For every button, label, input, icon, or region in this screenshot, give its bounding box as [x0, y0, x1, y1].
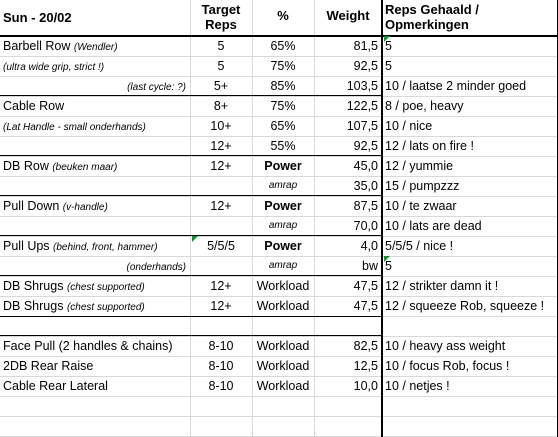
grid-line — [0, 76, 558, 77]
group-border — [0, 195, 382, 196]
cell-percent[interactable]: amrap — [268, 180, 298, 191]
group-border — [0, 316, 382, 317]
cell-target-reps[interactable]: 12+ — [210, 279, 232, 293]
cell-weight[interactable]: 81,5 — [353, 39, 378, 53]
cell-exercise[interactable] — [0, 156, 190, 176]
cell-exercise[interactable] — [0, 276, 190, 296]
grid-line — [0, 196, 558, 197]
exercise-name: Cable Row — [3, 99, 65, 113]
cell-percent[interactable]: 85% — [270, 79, 296, 93]
cell-exercise[interactable] — [0, 176, 190, 196]
grid-line — [314, 0, 315, 437]
exercise-name: Barbell Row — [3, 39, 71, 53]
cell-percent[interactable] — [252, 316, 314, 336]
cell-result[interactable]: 10 / nice — [385, 119, 433, 133]
cell-result[interactable]: 8 / poe, heavy — [385, 99, 464, 113]
cell-weight[interactable]: 107,5 — [346, 119, 378, 133]
exercise-name: DB Shrugs — [3, 279, 64, 293]
cell-exercise[interactable] — [0, 136, 190, 156]
cell-target-reps[interactable]: 8-10 — [208, 379, 234, 393]
grid-line — [0, 276, 558, 277]
grid-line — [0, 416, 558, 417]
comment-marker-icon[interactable] — [384, 36, 390, 42]
cell-result[interactable]: 5/5/5 / nice ! — [385, 239, 454, 253]
header-percent[interactable]: % — [277, 8, 289, 23]
cell-exercise[interactable] — [0, 56, 190, 76]
exercise-note: (ultra wide grip, strict !) — [3, 62, 105, 73]
cell-result[interactable]: 10 / lats are dead — [385, 219, 482, 233]
cell-weight[interactable]: bw — [362, 259, 378, 273]
group-border — [0, 95, 382, 96]
cell-result[interactable]: 12 / strikter damn it ! — [385, 279, 499, 293]
cell-weight[interactable]: 103,5 — [346, 79, 378, 93]
cell-result[interactable]: 10 / laatse 2 minder goed — [385, 79, 527, 93]
exercise-name: DB Row — [3, 159, 49, 173]
exercise-note: (onderhands) — [126, 262, 186, 273]
grid-line — [0, 176, 558, 177]
cell-weight[interactable]: 45,0 — [353, 159, 378, 173]
cell-result[interactable]: 10 / heavy ass weight — [385, 339, 506, 353]
exercise-name: DB Shrugs — [3, 299, 64, 313]
cell-target-reps[interactable]: 12+ — [210, 159, 232, 173]
group-border — [0, 275, 382, 276]
cell-exercise[interactable] — [0, 116, 190, 136]
cell-result[interactable]: 12 / lats on fire ! — [385, 139, 474, 153]
cell-percent[interactable]: 55% — [270, 139, 296, 153]
cell-percent[interactable]: Power — [264, 199, 302, 213]
exercise-name: Face Pull (2 handles & chains) — [3, 339, 173, 353]
cell-weight[interactable]: 47,5 — [353, 299, 378, 313]
cell-result[interactable]: 12 / yummie — [385, 159, 454, 173]
cell-percent[interactable]: 75% — [270, 99, 296, 113]
cell-exercise[interactable] — [0, 316, 190, 336]
header-border — [0, 35, 558, 37]
cell-exercise[interactable] — [0, 296, 190, 316]
sheet-title[interactable]: Sun - 20/02 — [3, 10, 72, 25]
comment-marker-icon[interactable] — [384, 256, 390, 262]
cell-exercise[interactable] — [0, 76, 190, 96]
exercise-name: Pull Down — [3, 199, 60, 213]
cell-result[interactable]: 5 — [385, 39, 392, 53]
group-border — [0, 235, 382, 236]
grid-line — [0, 296, 558, 297]
cell-target-reps[interactable]: 5+ — [213, 79, 229, 93]
exercise-note: (Lat Handle - small onderhands) — [3, 122, 146, 133]
cell-target-reps[interactable] — [190, 216, 252, 236]
cell-exercise[interactable] — [0, 236, 190, 256]
cell-weight[interactable]: 92,5 — [353, 139, 378, 153]
cell-weight[interactable]: 122,5 — [346, 99, 378, 113]
cell-weight[interactable]: 12,5 — [353, 359, 378, 373]
exercise-note: (behind, front, hammer) — [53, 242, 158, 253]
cell-result[interactable] — [382, 316, 558, 336]
comment-marker-icon[interactable] — [192, 236, 198, 242]
exercise-name: Pull Ups — [3, 239, 50, 253]
cell-target-reps[interactable] — [190, 176, 252, 196]
cell-target-reps[interactable]: 5/5/5 — [207, 239, 235, 253]
cell-result[interactable]: 12 / squeeze Rob, squeeze ! — [385, 299, 545, 313]
cell-exercise[interactable] — [0, 96, 190, 116]
cell-weight[interactable]: 35,0 — [353, 179, 378, 193]
cell-exercise[interactable] — [0, 216, 190, 236]
cell-result[interactable]: 10 / netjes ! — [385, 379, 450, 393]
cell-target-reps[interactable]: 8-10 — [208, 359, 234, 373]
exercise-note: (chest supported) — [66, 302, 145, 313]
cell-result[interactable]: 5 — [385, 59, 392, 73]
cell-weight[interactable]: 92,5 — [353, 59, 378, 73]
grid-line — [0, 396, 558, 397]
cell-target-reps[interactable]: 5 — [217, 39, 225, 53]
exercise-note: (chest supported) — [66, 282, 145, 293]
cell-result[interactable]: 15 / pumpzzz — [385, 179, 460, 193]
grid-line — [0, 216, 558, 217]
cell-weight[interactable]: 87,5 — [353, 199, 378, 213]
header-target-reps[interactable]: Target Reps — [201, 2, 241, 32]
cell-target-reps[interactable]: 8+ — [213, 99, 229, 113]
cell-percent[interactable]: amrap — [268, 220, 298, 231]
cell-exercise[interactable] — [0, 256, 190, 276]
cell-percent[interactable]: Power — [264, 239, 302, 253]
group-border — [0, 155, 382, 156]
cell-weight[interactable]: 10,0 — [353, 379, 378, 393]
exercise-note: (last cycle: ?) — [127, 82, 186, 93]
cell-exercise[interactable] — [0, 196, 190, 216]
cell-percent[interactable]: Workload — [256, 339, 310, 353]
exercise-note: (beuken maar) — [52, 162, 118, 173]
cell-result[interactable]: 10 / focus Rob, focus ! — [385, 359, 510, 373]
cell-weight[interactable]: 70,0 — [353, 219, 378, 233]
cell-percent[interactable]: Workload — [256, 359, 310, 373]
cell-target-reps[interactable]: 10+ — [210, 119, 232, 133]
exercise-note: (v-handle) — [62, 202, 108, 213]
grid-line — [0, 156, 558, 157]
grid-line — [190, 0, 191, 437]
header-reps-gehaald[interactable]: Reps Gehaald / Opmerkingen — [385, 2, 479, 32]
grid-line — [0, 236, 558, 237]
cell-weight[interactable]: 82,5 — [353, 339, 378, 353]
header-weight[interactable]: Weight — [326, 8, 370, 23]
grid-line — [0, 356, 558, 357]
cell-weight[interactable]: 47,5 — [353, 279, 378, 293]
cell-target-reps[interactable]: 8-10 — [208, 339, 234, 353]
cell-result[interactable]: 10 / te zwaar — [385, 199, 457, 213]
grid-line — [0, 136, 558, 137]
cell-percent[interactable]: Power — [264, 159, 302, 173]
cell-percent[interactable]: amrap — [268, 260, 298, 271]
cell-exercise[interactable] — [0, 376, 190, 396]
cell-percent[interactable]: Workload — [256, 279, 310, 293]
cell-target-reps[interactable]: 5 — [217, 59, 225, 73]
exercise-note: (Wendler) — [73, 42, 118, 53]
cell-target-reps[interactable]: 12+ — [210, 139, 232, 153]
result-column-border — [381, 0, 383, 437]
grid-line — [0, 376, 558, 377]
cell-result[interactable]: 5 — [385, 259, 392, 273]
grid-line — [252, 0, 253, 437]
cell-percent[interactable]: Workload — [256, 299, 310, 313]
exercise-name: 2DB Rear Raise — [3, 359, 94, 373]
grid-line — [0, 336, 558, 337]
cell-percent[interactable]: 75% — [270, 59, 296, 73]
grid-line — [0, 96, 558, 97]
group-border — [0, 335, 382, 336]
cell-exercise[interactable] — [0, 36, 190, 56]
cell-exercise[interactable] — [0, 336, 190, 356]
grid-line — [0, 56, 558, 57]
cell-percent[interactable]: 65% — [270, 119, 296, 133]
grid-line — [0, 256, 558, 257]
cell-weight[interactable]: 4,0 — [360, 239, 378, 253]
cell-target-reps[interactable] — [190, 316, 252, 336]
cell-target-reps[interactable]: 12+ — [210, 299, 232, 313]
cell-target-reps[interactable]: 12+ — [210, 199, 232, 213]
cell-percent[interactable]: 65% — [270, 39, 296, 53]
cell-weight[interactable] — [314, 316, 382, 336]
cell-exercise[interactable] — [0, 356, 190, 376]
grid-line — [0, 116, 558, 117]
exercise-name: Cable Rear Lateral — [3, 379, 108, 393]
cell-percent[interactable]: Workload — [256, 379, 310, 393]
cell-target-reps[interactable] — [190, 256, 252, 276]
